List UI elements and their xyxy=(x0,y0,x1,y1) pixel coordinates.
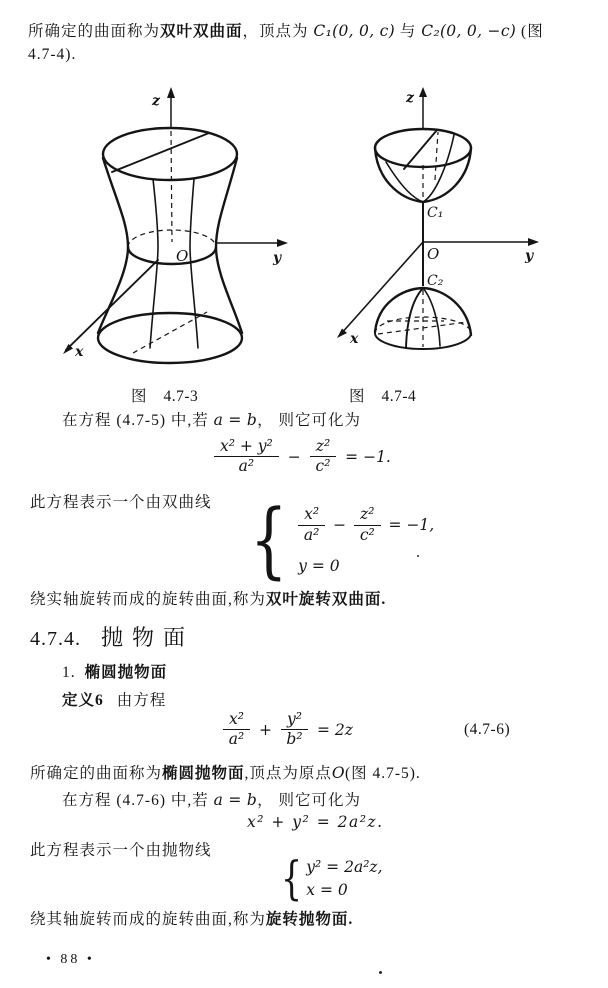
subsection-elliptic-paraboloid xyxy=(62,664,167,681)
system-rows xyxy=(298,506,434,575)
operator: + xyxy=(258,720,272,739)
denominator: a² xyxy=(228,730,245,749)
equation-reduced-hyperboloid xyxy=(214,438,391,476)
line-eq475-intro xyxy=(62,412,361,429)
text-run: ，顶点为 xyxy=(242,23,314,40)
meridian-right xyxy=(190,179,198,348)
denominator: c² xyxy=(315,457,331,476)
fraction xyxy=(298,506,325,544)
ink-speck xyxy=(417,555,419,557)
vertex-c1-label: C₁ xyxy=(427,205,444,221)
x-axis-label: x xyxy=(75,344,84,360)
line-eq476-intro xyxy=(62,792,361,809)
math-a-equals-b: a = b xyxy=(213,411,258,429)
line-rotation-conclusion-2 xyxy=(30,911,353,928)
text-run: 与 xyxy=(395,23,422,40)
upper-dashed-meridian xyxy=(435,132,438,180)
operator: − xyxy=(287,447,301,466)
text-run: . xyxy=(381,591,387,608)
subsection-title: 椭圆抛物面 xyxy=(84,664,168,681)
caption-prefix: 图 xyxy=(131,388,148,405)
denominator: c² xyxy=(359,525,375,544)
equation-text: y = 0 xyxy=(298,557,340,576)
term-rotational-paraboloid: 旋转抛物面 xyxy=(265,911,349,928)
text-run: ,顶点为原点 xyxy=(244,765,332,782)
x-axis-label: x xyxy=(350,331,359,347)
numerator: x² + y² xyxy=(214,438,279,457)
line-surface-elliptic-paraboloid xyxy=(30,765,421,782)
x-axis xyxy=(66,260,158,350)
vertex-c2-label: C₂ xyxy=(427,273,444,289)
caption-fig-4-7-3 xyxy=(131,384,198,406)
bottom-rim-ellipse xyxy=(98,313,242,363)
denominator: a² xyxy=(303,525,320,544)
system-row-2 xyxy=(306,881,382,899)
section-title: 抛物面 xyxy=(101,625,195,650)
term-rotational-hyperboloid: 双叶旋转双曲面 xyxy=(265,591,382,608)
y-axis-arrow xyxy=(528,238,539,246)
left-brace: { xyxy=(281,851,303,905)
text-run: 在方程 (4.7-6) 中,若 xyxy=(62,792,214,809)
text-run: (图 4.7-5). xyxy=(344,765,421,782)
text-run: 由方程 xyxy=(116,692,167,709)
text-run: (图 xyxy=(516,23,544,40)
equation-text: x = 0 xyxy=(306,880,348,899)
text-run: 此方程表示一个由双曲线 xyxy=(30,494,212,511)
z-axis-label: z xyxy=(406,90,414,106)
section-number: 4.7.4. xyxy=(30,628,81,650)
line-curve-intro-1 xyxy=(30,494,212,511)
numerator: z² xyxy=(310,438,336,457)
fraction xyxy=(310,438,336,476)
math-vertex-c1: C₁(0, 0, c) xyxy=(313,22,396,40)
z-axis-arrow xyxy=(167,87,175,98)
caption-prefix: 图 xyxy=(349,388,366,405)
paragraph-top-line-2 xyxy=(28,46,76,63)
system-row-1 xyxy=(298,506,434,544)
equation-system-hyperbola xyxy=(250,493,435,588)
system-row-2 xyxy=(298,557,434,575)
term-hyperboloid-two-sheets: 双叶双曲面 xyxy=(160,23,243,40)
operator: − xyxy=(333,516,347,535)
denominator: a² xyxy=(238,457,255,476)
caption-number: 4.7-3 xyxy=(163,388,199,405)
equation-tag-4-7-6 xyxy=(464,721,510,739)
left-silhouette xyxy=(98,158,128,333)
text-run: 绕实轴旋转而成的旋转曲面,称为 xyxy=(30,591,266,608)
origin-label: O xyxy=(427,245,440,263)
lower-meridian-left xyxy=(406,288,423,347)
system-rows xyxy=(306,858,382,899)
paragraph-top-line-1 xyxy=(28,23,544,40)
caption-number: 4.7-4 xyxy=(381,388,417,405)
text-run: 在方程 (4.7-5) 中,若 xyxy=(62,412,214,429)
waist-ellipse-front xyxy=(128,247,216,264)
text-run: 所确定的曲面称为 xyxy=(30,765,163,782)
text-run: 所确定的曲面称为 xyxy=(28,23,161,40)
line-rotation-conclusion-1 xyxy=(30,591,386,608)
right-silhouette xyxy=(216,158,242,333)
denominator: b² xyxy=(286,730,303,749)
line-definition-6 xyxy=(62,692,166,709)
text-run: (4.7-6) xyxy=(464,721,511,738)
equation-rhs: = −1. xyxy=(345,447,391,466)
math-a-equals-b: a = b xyxy=(213,791,258,809)
text-run: 4.7-4). xyxy=(28,46,77,63)
equation-system-parabola xyxy=(281,851,383,905)
figure-hyperboloid-one-sheet xyxy=(30,85,320,375)
left-brace: { xyxy=(250,493,288,588)
definition-label: 定义6 xyxy=(62,692,104,709)
line-curve-intro-2 xyxy=(30,842,212,859)
text-run: 此方程表示一个由抛物线 xyxy=(30,842,212,859)
text-run: • 88 • xyxy=(46,952,95,967)
top-chord xyxy=(112,133,209,172)
origin-label: O xyxy=(176,247,189,265)
upper-chord xyxy=(404,130,437,169)
fraction xyxy=(281,711,308,749)
numerator: y² xyxy=(281,711,308,730)
numerator: z² xyxy=(354,506,380,525)
text-run: ， 则它可化为 xyxy=(257,792,362,809)
equation-rhs: = −1, xyxy=(388,516,435,535)
text-run: . xyxy=(348,911,354,928)
text-run: ， 则它可化为 xyxy=(257,412,362,429)
fraction xyxy=(214,438,279,476)
top-rim-ellipse xyxy=(103,128,237,180)
fraction xyxy=(223,711,250,749)
equation-4-7-6 xyxy=(223,711,353,749)
text-run: 绕其轴旋转而成的旋转曲面,称为 xyxy=(30,911,266,928)
equation-reduced-paraboloid xyxy=(247,814,384,831)
x-axis xyxy=(340,242,423,335)
equation-text: y² = 2a²z, xyxy=(306,857,383,876)
numerator: x² xyxy=(223,711,250,730)
y-axis-arrow xyxy=(277,239,288,247)
y-axis-label: y xyxy=(273,250,282,266)
section-heading-4-7-4 xyxy=(30,621,194,652)
page-number xyxy=(46,952,95,968)
equation-rhs: = 2z xyxy=(316,720,353,739)
z-axis-arrow xyxy=(419,87,427,97)
caption-fig-4-7-4 xyxy=(349,384,416,406)
equation-text: x² + y² = 2a²z. xyxy=(247,813,384,831)
system-row-1 xyxy=(306,858,382,876)
figure-hyperboloid-two-sheets xyxy=(320,85,600,375)
z-axis-label: z xyxy=(152,93,160,109)
ink-speck xyxy=(379,971,382,974)
numerator: x² xyxy=(298,506,325,525)
math-origin-o: O xyxy=(331,764,345,782)
fraction xyxy=(354,506,380,544)
math-vertex-c2: C₂(0, 0, −c) xyxy=(421,22,517,40)
term-elliptic-paraboloid: 椭圆抛物面 xyxy=(162,765,245,782)
y-axis-label: y xyxy=(525,248,534,264)
subsection-number: 1. xyxy=(62,664,76,681)
